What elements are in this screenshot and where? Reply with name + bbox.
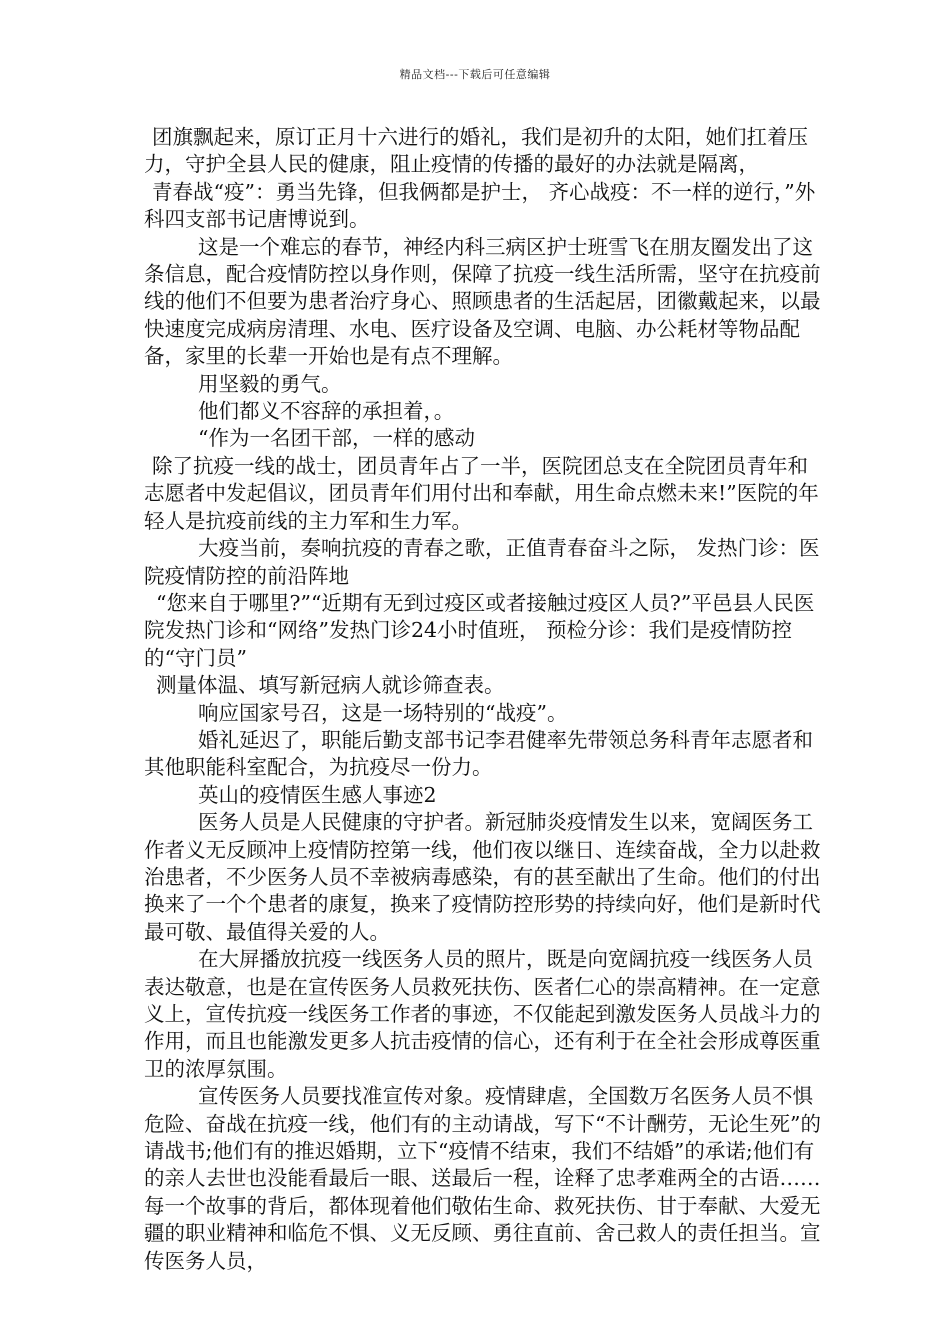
paragraph-9: “您来自于哪里?”“近期有无到过疫区或者接触过疫区人员?”平邑县人民医院发热门诊和“网络”发热门诊24小时值班， 预检分诊：我们是疫情防控的“守门员” — [144, 590, 815, 670]
document-body — [144, 124, 824, 1275]
paragraph-7: 除了抗疫一线的战士，团员青年占了一半，医院团总支在全院团员青年和志愿者中发起倡议，团员青年们用付出和奉献，用生命点燃未来!”医院的年轻人是抗疫前线的主力军和生力军。 — [144, 453, 819, 533]
paragraph-14: 医务人员是人民健康的守护者。新冠肺炎疫情发生以来，宽阔医务工作者义无反顾冲上疫情防控第一线，他们夜以继日、连续奋战，全力以赴救治患者，不少医务人员不幸被病毒感染，有的甚至献出了生命。他们的付出换来了一个个患者的康复，换来了疫情防控形势的持续向好，他们是新时代最可敬、最值得关爱的人。 — [144, 810, 821, 944]
paragraph-4: 用坚毅的勇气。 — [198, 371, 342, 396]
paragraph-2: 青春战“疫”：勇当先锋，但我俩都是护士， 齐心战疫：不一样的逆行，”外科四支部书记唐博说到。 — [144, 179, 816, 232]
section-title: 英山的疫情医生感人事迹2 — [198, 782, 437, 807]
paragraph-11: 响应国家号召，这是一场特别的“战疫”。 — [198, 700, 568, 725]
paragraph-1: 团旗飘起来，原订正月十六进行的婚礼，我们是初升的太阳，她们扛着压力，守护全县人民的健康，阻止疫情的传播的最好的办法就是隔离， — [144, 125, 808, 177]
paragraph-16: 宣传医务人员要找准宣传对象。疫情肆虐，全国数万名医务人员不惧危险、奋战在抗疫一线，他们有的主动请战，写下“不计酬劳，无论生死”的请战书;他们有的推迟婚期，立下“疫情不结束，我们不结婚”的承诺;他们有的亲人去世也没能看最后一眼、送最后一程，诠释了忠孝难两全的古语……每一个故事的背后，都体现着他们敬佑生命、救死扶伤、甘于奉献、大爱无疆的职业精神和临危不惧、义无反顾、勇往直前、舍己救人的责任担当。宣传医务人员， — [144, 1084, 821, 1273]
paragraph-8: 大疫当前，奏响抗疫的青春之歌，正值青春奋斗之际， 发热门诊：医院疫情防控的前沿阵地 — [144, 536, 820, 588]
paragraph-3: 这是一个难忘的春节，神经内科三病区护士班雪飞在朋友圈发出了这条信息，配合疫情防控以身作则，保障了抗疫一线生活所需，坚守在抗疫前线的他们不但要为患者治疗身心、照顾患者的生活起居，团徽戴起来，以最快速度完成病房清理、水电、医疗设备及空调、电脑、办公耗材等物品配备，家里的长辈一开始也是有点不理解。 — [144, 234, 821, 369]
paragraph-6: “作为一名团干部，一样的感动 — [198, 426, 475, 451]
page-header: 精品文档---下载后可任意编辑 — [399, 68, 551, 81]
paragraph-15: 在大屏播放抗疫一线医务人员的照片，既是向宽阔抗疫一线医务人员表达敬意，也是在宣传医务人员救死扶伤、医者仁心的崇高精神。在一定意义上，宣传抗疫一线医务工作者的事迹，不仅能起到激发医务人员战斗力的作用，而且也能激发更多人抗击疫情的信心，还有利于在全社会形成尊医重卫的浓厚氛围。 — [144, 947, 821, 1081]
paragraph-10: 测量体温、填写新冠病人就诊筛查表。 — [156, 673, 505, 698]
paragraph-5: 他们都义不容辞的承担着，。 — [198, 399, 455, 424]
paragraph-12: 婚礼延迟了，职能后勤支部书记李君健率先带领总务科青年志愿者和其他职能科室配合，为抗疫尽一份力。 — [144, 727, 813, 780]
